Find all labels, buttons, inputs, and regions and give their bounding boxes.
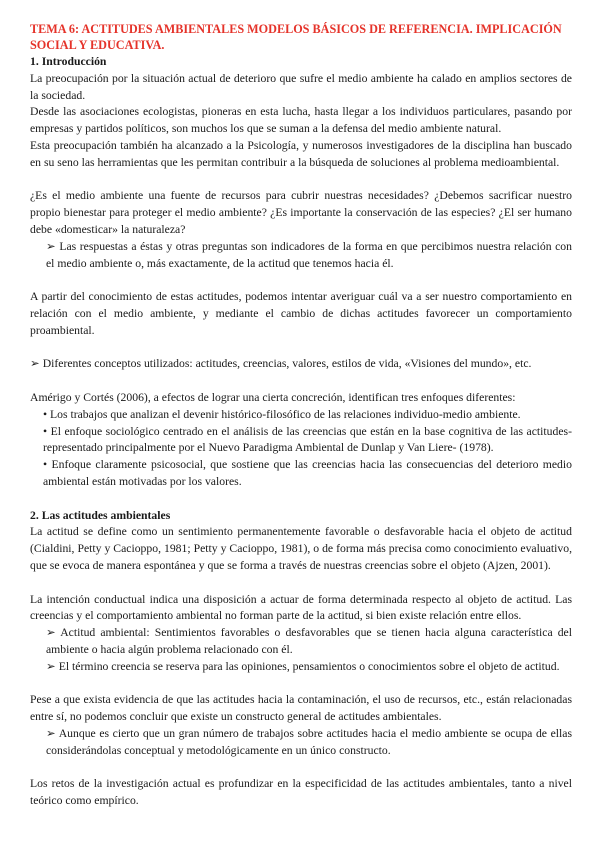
paragraph: Desde las asociaciones ecologistas, pioneras en esta lucha, hasta llegar a los individuos particulares, pasando por empresas y partidos políticos, son muchos los que se suman a la defensa del medio ambiente natural.	[30, 105, 572, 136]
spacer	[30, 373, 572, 390]
spacer	[30, 491, 572, 508]
paragraph: La preocupación por la situación actual de deterioro que sufre el medio ambiente ha calado en amplios sectores de la sociedad.	[30, 71, 572, 102]
spacer	[30, 172, 572, 189]
bullet-item: • El enfoque sociológico centrado en el análisis de las creencias que están en la base cognitiva de las actitudes-representado principalmente por el Nuevo Paradigma Ambiental de Dunlap y Van Liere- (1978).	[43, 424, 572, 455]
section-heading-introduccion: 1. Introducción	[30, 55, 107, 68]
paragraph: A partir del conocimiento de estas actitudes, podemos intentar averiguar cuál va a ser nuestro comportamiento en relación con el medio ambiente, y mediante el cambio de dichas actitudes favorecer un comportamiento proambiental.	[30, 290, 572, 337]
section-heading-actitudes: 2. Las actitudes ambientales	[30, 508, 171, 522]
paragraph: Los retos de la investigación actual es profundizar en la especificidad de las actitudes ambientales, tanto a nivel teórico como empírico.	[30, 777, 572, 808]
arrow-point: ➢ Actitud ambiental: Sentimientos favorables o desfavorables que se tienen hacia alguna característica del ambiente o hacia algún problema relacionado con él.	[46, 626, 572, 656]
document-title: TEMA 6: ACTITUDES AMBIENTALES MODELOS BÁSICOS DE REFERENCIA. IMPLICACIÓN SOCIAL Y EDUCATIVA.	[30, 22, 562, 52]
bullet-item: • Los trabajos que analizan el devenir histórico-filosófico de las relaciones individuo-medio ambiente.	[43, 407, 521, 421]
paragraph: La actitud se define como un sentimiento permanentemente favorable o desfavorable hacia el objeto de actitud (Cialdini, Petty y Cacioppo, 1981; Petty y Cacioppo, 1981), o de forma más precisa como conocimiento evaluativo, que se evoca de manera espontánea y que se forma a través de nuestras creencias sobre el objeto (Ajzen, 2001).	[30, 525, 572, 572]
spacer	[30, 272, 572, 289]
arrow-point: ➢ Las respuestas a éstas y otras preguntas son indicadores de la forma en que percibimos nuestra relación con el medio ambiente o, más exactamente, de la actitud que tenemos hacia él.	[46, 239, 572, 270]
paragraph: ¿Es el medio ambiente una fuente de recursos para cubrir nuestras necesidades? ¿Debemos sacrificar nuestro propio bienestar para proteger el medio ambiente? ¿Es importante la conservación de las especies? ¿El ser humano debe «domesticar» la naturaleza?	[30, 189, 572, 236]
bullet-item: • Enfoque claramente psicosocial, que sostiene que las creencias hacia las consecuencias del deterioro medio ambiental están motivadas por los valores.	[43, 458, 572, 488]
paragraph: Amérigo y Cortés (2006), a efectos de lograr una cierta concreción, identifican tres enfoques diferentes:	[30, 390, 516, 404]
arrow-point: ➢ Aunque es cierto que un gran número de trabajos sobre actitudes hacia el medio ambiente se ocupa de ellas considerándolas conceptual y metodológicamente en un único constructo.	[46, 726, 572, 757]
paragraph: Pese a que exista evidencia de que las actitudes hacia la contaminación, el uso de recursos, etc., están relacionadas entre sí, no podemos concluir que existe un constructo general de actitudes ambientales.	[30, 693, 572, 724]
spacer	[30, 340, 572, 357]
paragraph: Esta preocupación también ha alcanzado a la Psicología, y numerosos investigadores de la disciplina han buscado en su seno las herramientas que les permitan contribuir a la búsqueda de soluciones al problema medioambiental.	[30, 138, 572, 169]
arrow-point: ➢ Diferentes conceptos utilizados: actitudes, creencias, valores, estilos de vida, «Visiones del mundo», etc.	[30, 357, 532, 371]
arrow-point: ➢ El término creencia se reserva para las opiniones, pensamientos o conocimientos sobre el objeto de actitud.	[46, 659, 560, 673]
spacer	[30, 575, 572, 592]
paragraph: La intención conductual indica una disposición a actuar de forma determinada respecto al objeto de actitud. Las creencias y el comportamiento ambiental no forman parte de la actitud, si bien existe relación entre ellos.	[30, 592, 572, 623]
spacer	[30, 675, 572, 692]
spacer	[30, 759, 572, 776]
